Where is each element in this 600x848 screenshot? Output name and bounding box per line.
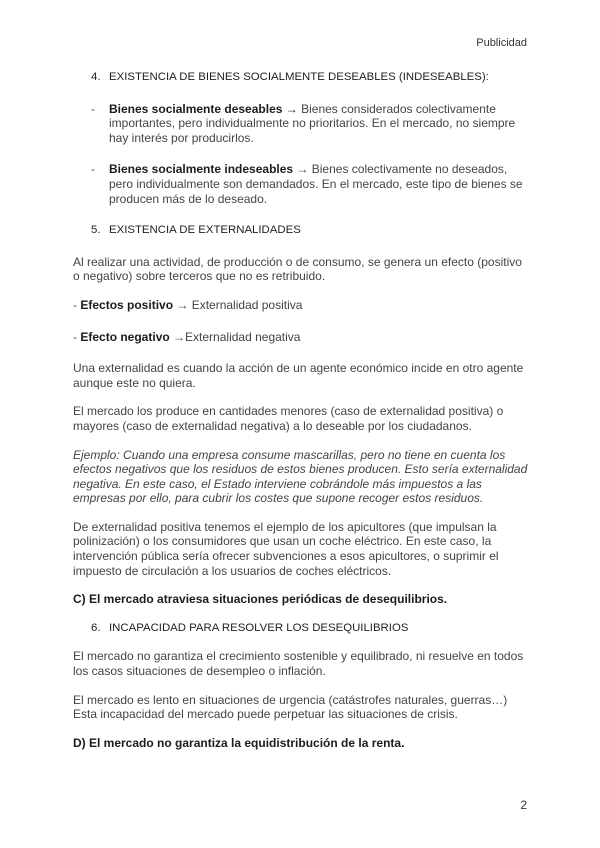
- paragraph-example: Ejemplo: Cuando una empresa consume mascarillas, pero no tiene en cuenta los efectos negativos que los residuos de estos bienes producen. Esto sería externalidad negativa. En este caso, el Estado interviene cobrándole más impuestos a las empresas por ello, para cubrir los costes que supone recoger estos residuos.: [73, 447, 528, 506]
- paragraph-urgency: El mercado es lento en situaciones de urgencia (catástrofes naturales, guerras…) Esta incapacidad del mercado puede perpetuar las situaciones de crisis.: [73, 692, 508, 722]
- term: Bienes socialmente indeseables: [109, 162, 294, 177]
- paragraph-definition: Una externalidad es cuando la acción de un agente económico incide en otro agente aunque este no quiera.: [73, 361, 524, 390]
- page-number: 2: [520, 798, 527, 812]
- list-item: - Bienes socialmente deseables → Bienes considerados colectivamente importantes, pero individualmente no prioritarios. En el mercado, no siempre hay interés por producirlos.: [91, 101, 516, 145]
- section-title: EXISTENCIA DE BIENES SOCIALMENTE DESEABLES (INDESEABLES):: [109, 71, 489, 83]
- definition-text: Bienes colectivamente no deseados, pero individualmente son demandados. En el mercado, este tipo de bienes se producen más de lo deseado.: [109, 162, 523, 206]
- page-content: [73, 70, 531, 750]
- section-title: EXISTENCIA DE EXTERNALIDADES: [109, 224, 301, 237]
- section-5-heading: [73, 223, 531, 238]
- definition-text: Bienes considerados colectivamente importantes, pero individualmente no prioritarios. En el mercado, no siempre hay interés por producirlos.: [109, 101, 516, 145]
- section-number: 4.: [91, 71, 101, 83]
- effect-positive: - Efectos positivo → Externalidad positiva: [73, 297, 303, 312]
- section-title: INCAPACIDAD PARA RESOLVER LOS DESEQUILIBRIOS: [109, 621, 409, 634]
- list-item: - Bienes socialmente indeseables → Bienes colectivamente no deseados, pero individualmente son demandados. En el mercado, este tipo de bienes se producen más de lo deseado.: [91, 162, 523, 206]
- paragraph-growth: El mercado no garantiza el crecimiento sostenible y equilibrado, ni resuelve en todos los casos situaciones de desempleo o inflación.: [73, 649, 524, 679]
- conclusion-d: D) El mercado no garantiza la equidistribución de la renta.: [73, 735, 405, 750]
- term: Bienes socialmente deseables: [109, 101, 283, 116]
- section-number: 5.: [91, 224, 101, 237]
- running-header: Publicidad: [476, 37, 527, 49]
- paragraph-positive-example: De externalidad positiva tenemos el ejemplo de los apicultores (que impulsan la polinización) o los consumidores que usan un coche eléctrico. En este caso, la intervención pública sería ofrecer subvenciones a esos apicultores, o suprimir el impuesto de circulación a los usuarios de coches eléctricos.: [73, 519, 499, 578]
- conclusion-c: C) El mercado atraviesa situaciones periódicas de desequilibrios.: [73, 592, 448, 607]
- paragraph-intro: Al realizar una actividad, de producción o de consumo, se genera un efecto (positivo o negativo) sobre terceros que no es retribuido.: [73, 254, 522, 284]
- section-6-heading: [73, 621, 531, 636]
- effect-negative: - Efecto negativo →Externalidad negativa: [73, 329, 301, 344]
- section-4-heading: [73, 70, 531, 85]
- paragraph-market: El mercado los produce en cantidades menores (caso de externalidad positiva) o mayores (caso de externalidad negativa) a lo deseable por los ciudadanos.: [73, 404, 504, 433]
- section-number: 6.: [91, 621, 101, 634]
